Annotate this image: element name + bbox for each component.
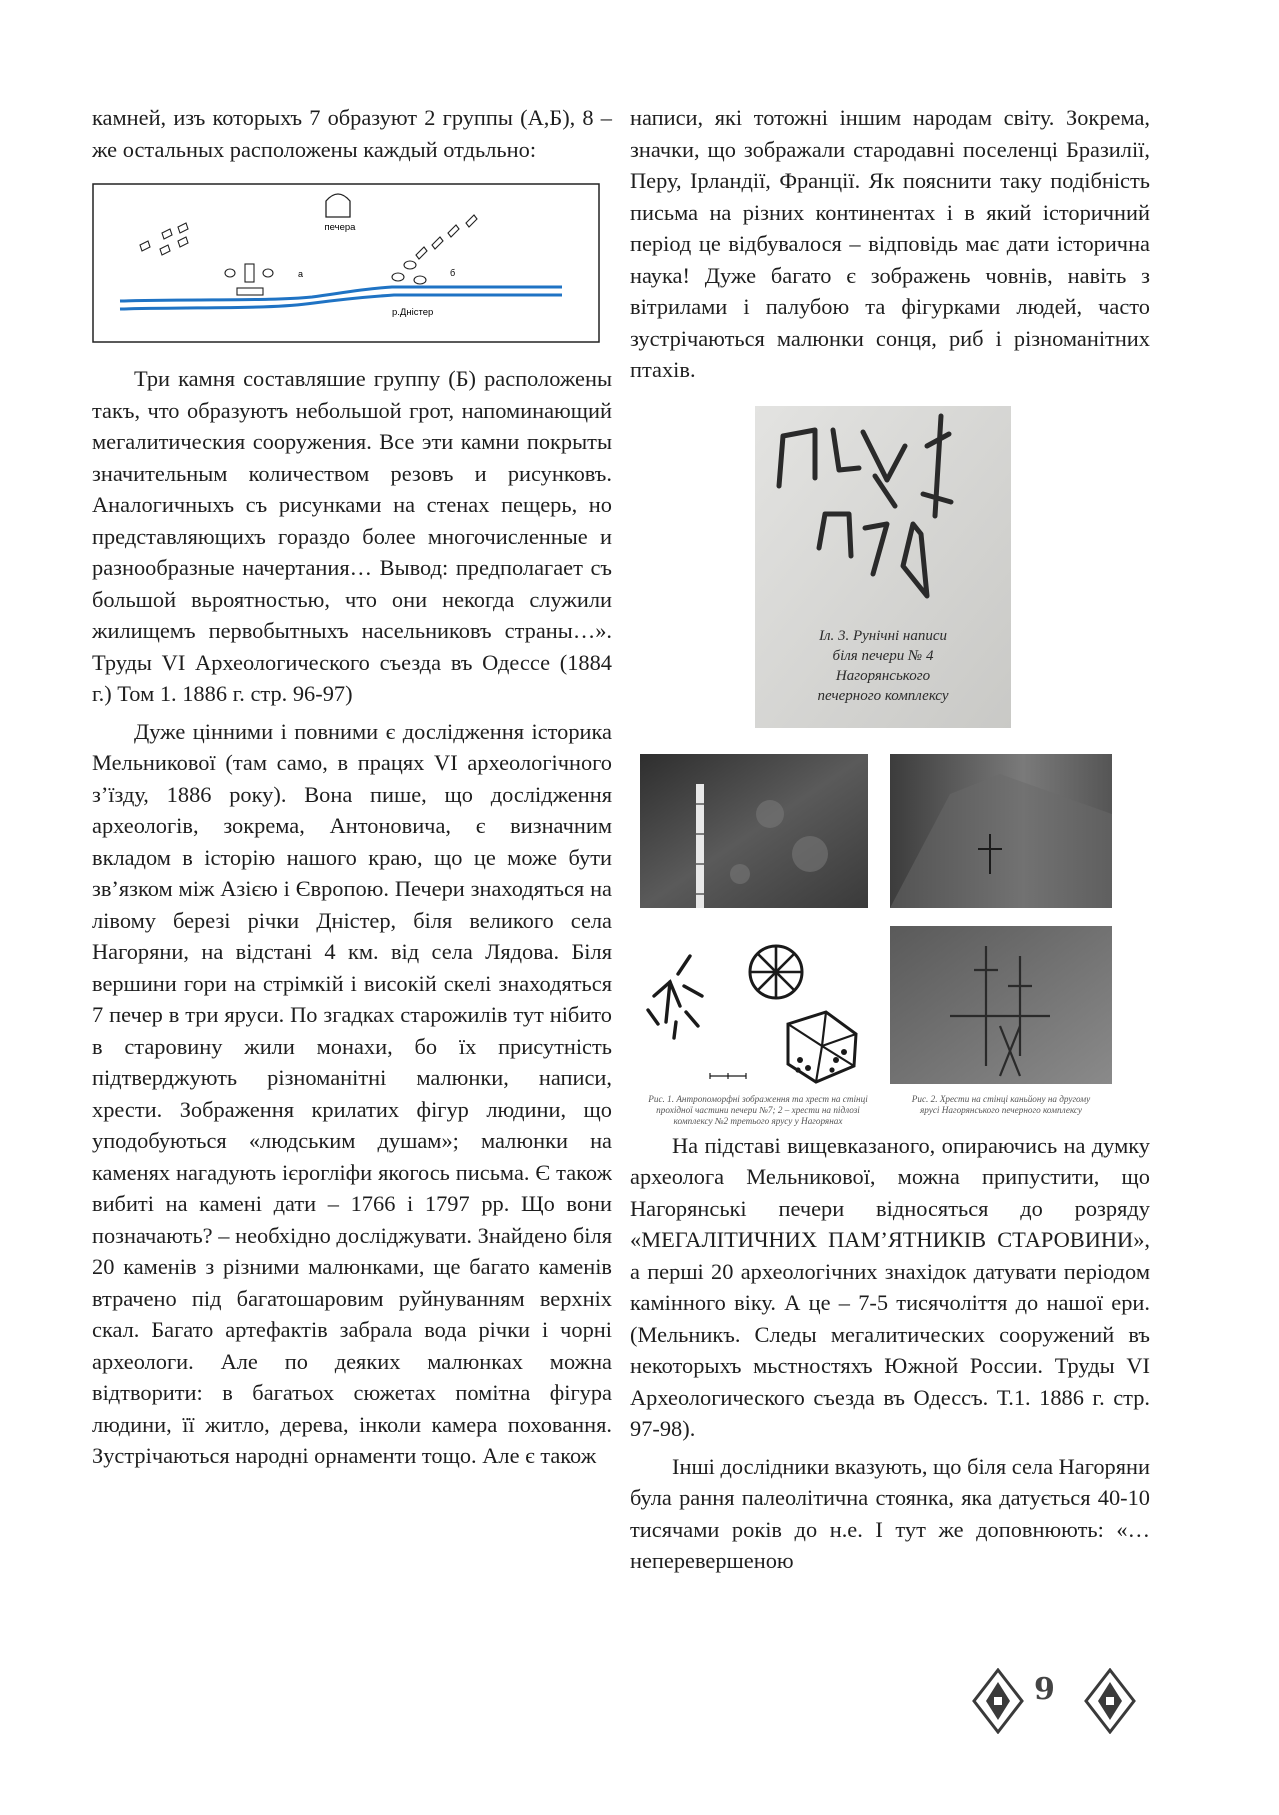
photo-cave-wall-2 <box>890 754 1112 908</box>
right-paragraph-1: написи, які тотожні іншим народам світу. Зокрема, значки, що зображали стародавні поселенці Бразилії, Перу, Ірландії, Франції. Як пояснити таку подібність письма на різних континентах і в який історичний період це відбувалося – відповідь має дати історична наука! Дуже багато є зображень човнів, навіть з вітрилами і палубою та фігурками людей, часто зустрічаються малюнки сонця, риб і різноманітних птахів. <box>630 105 1150 382</box>
page-footer <box>972 1668 1142 1748</box>
cave-label: печера <box>324 222 356 233</box>
figure-caption-1: Рис. 1. Антропоморфні зображення та хрест на стінці прохідної частини печери №7; 2 – хрести на підлозі комплексу №2 третього ярусу у Нагорянах <box>648 1093 868 1126</box>
svg-text:біля печери № 4: біля печери № 4 <box>832 647 934 664</box>
svg-text:Іл. 3. Рунічні написи: Іл. 3. Рунічні написи <box>818 627 948 644</box>
right-column <box>630 102 1150 1577</box>
photo-cave-wall-1 <box>640 754 868 908</box>
svg-text:печерного комплексу: печерного комплексу <box>817 687 949 704</box>
label-a: а <box>298 269 304 279</box>
site-scheme-diagram <box>92 183 600 343</box>
right-paragraph-2: На підставі вищевказаного, опираючись на думку археолога Мельникової, можна припустити, що Нагорянські печери відносяться до розряду «МЕГАЛІТИЧНИХ ПАМ’ЯТНИКІВ СТАРОВИНИ», а перші 20 археологічних знахідок датувати періодом камінного віку. А це – 7-5 тисячоліття до нашої ери. (Мельникъ. Следы мегалитических сооружений въ некоторыхъ мьстностяхъ Южной России. Труды VI Археологического съезда въ Одессъ. Т.1. 1886 г. стр. 97-98). <box>630 1132 1150 1441</box>
photo-crosses-canyon-wall <box>890 926 1112 1084</box>
rune-inscription-photo <box>755 406 1011 728</box>
figure-caption-2: Рис. 2. Хрести на стінці каньйону на другому ярусі Нагорянського печерного комплексу <box>911 1093 1091 1115</box>
page-number: 9 <box>1034 1672 1055 1707</box>
cave-icon <box>326 194 350 217</box>
drawing-anthropomorphic-figures <box>640 926 876 1084</box>
svg-text:Нагорянського: Нагорянського <box>835 667 931 684</box>
left-paragraph-1: камней, изъ которыхъ 7 образуют 2 группы (А,Б), 8 – же остальных расположены каждый отдьльно: <box>92 105 612 162</box>
left-paragraph-2: Три камня составляшие группу (Б) расположены такъ, что образуютъ небольшой грот, напоминающий мегалитическия сооружения. Все эти камни покрыты значительным количеством резовъ и рисунковъ. Аналогичныхъ съ рисунками на стенах пещерь, но представляющихъ гораздо более многочисленные и разнообразные начертания… Вывод: предполагает съ большой вьроятностью, что они некогда служили жилищемъ первобытныхъ насельниковъ страны…». Труды VI Археологического съезда въ Одессе (1884 г.) Том 1. 1886 г. стр. 96-97) <box>92 366 612 706</box>
left-column <box>92 102 612 1472</box>
figure-plate <box>640 754 1130 1164</box>
river-label: р.Дністер <box>392 307 434 318</box>
right-paragraph-3: Інші дослідники вказують, що біля села Нагоряни була рання палеолітична стоянка, яка датується 40-10 тисячами років до н.е. І тут же доповнюють: «…неперевершеною <box>630 1453 1150 1573</box>
ornament-left-icon <box>972 1668 1024 1734</box>
ornament-right-icon <box>1084 1668 1136 1734</box>
label-b: б <box>450 268 456 278</box>
left-paragraph-3: Дуже цінними і повними є дослідження історика Мельникової (там само, в працях VI археологічного з’їзду, 1886 року). Вона пише, що дослідження археологів, зокрема, Антоновича, є визначним вкладом в історію нашого краю, що це може бути зв’язком між Азією і Європою. Печери знаходяться на лівому березі річки Дністер, біля великого села Нагоряни, на відстані 4 км. від села Лядова. Біля вершини гори на стрімкій і високій скелі знаходяться 7 печер в три яруси. По згадках старожилів тут нібито в старовину жили монахи, бо їх присутність підтверджують різноманітні малюнки, написи, хрести. Зображення крилатих фігур людини, що уподобуються «людським душам»; малюнки на каменях нагадують ієрогліфи якогось письма. Є також вибиті на камені дати – 1766 і 1797 рр. Що вони позначають? – необхідно досліджувати. Знайдено біля 20 каменів з різними малюнками, ще багато каменів втрачено під багатошаровим руйнуванням верхніх скал. Багато артефактів забрала вода річки і чорні археологи. Але по деяких малюнках можна відтворити: в багатьох сюжетах помітна фігура людини, її житло, дерева, інколи камера поховання. Зустрічаються народні орнаменти тощо. Але є також <box>92 718 612 1468</box>
